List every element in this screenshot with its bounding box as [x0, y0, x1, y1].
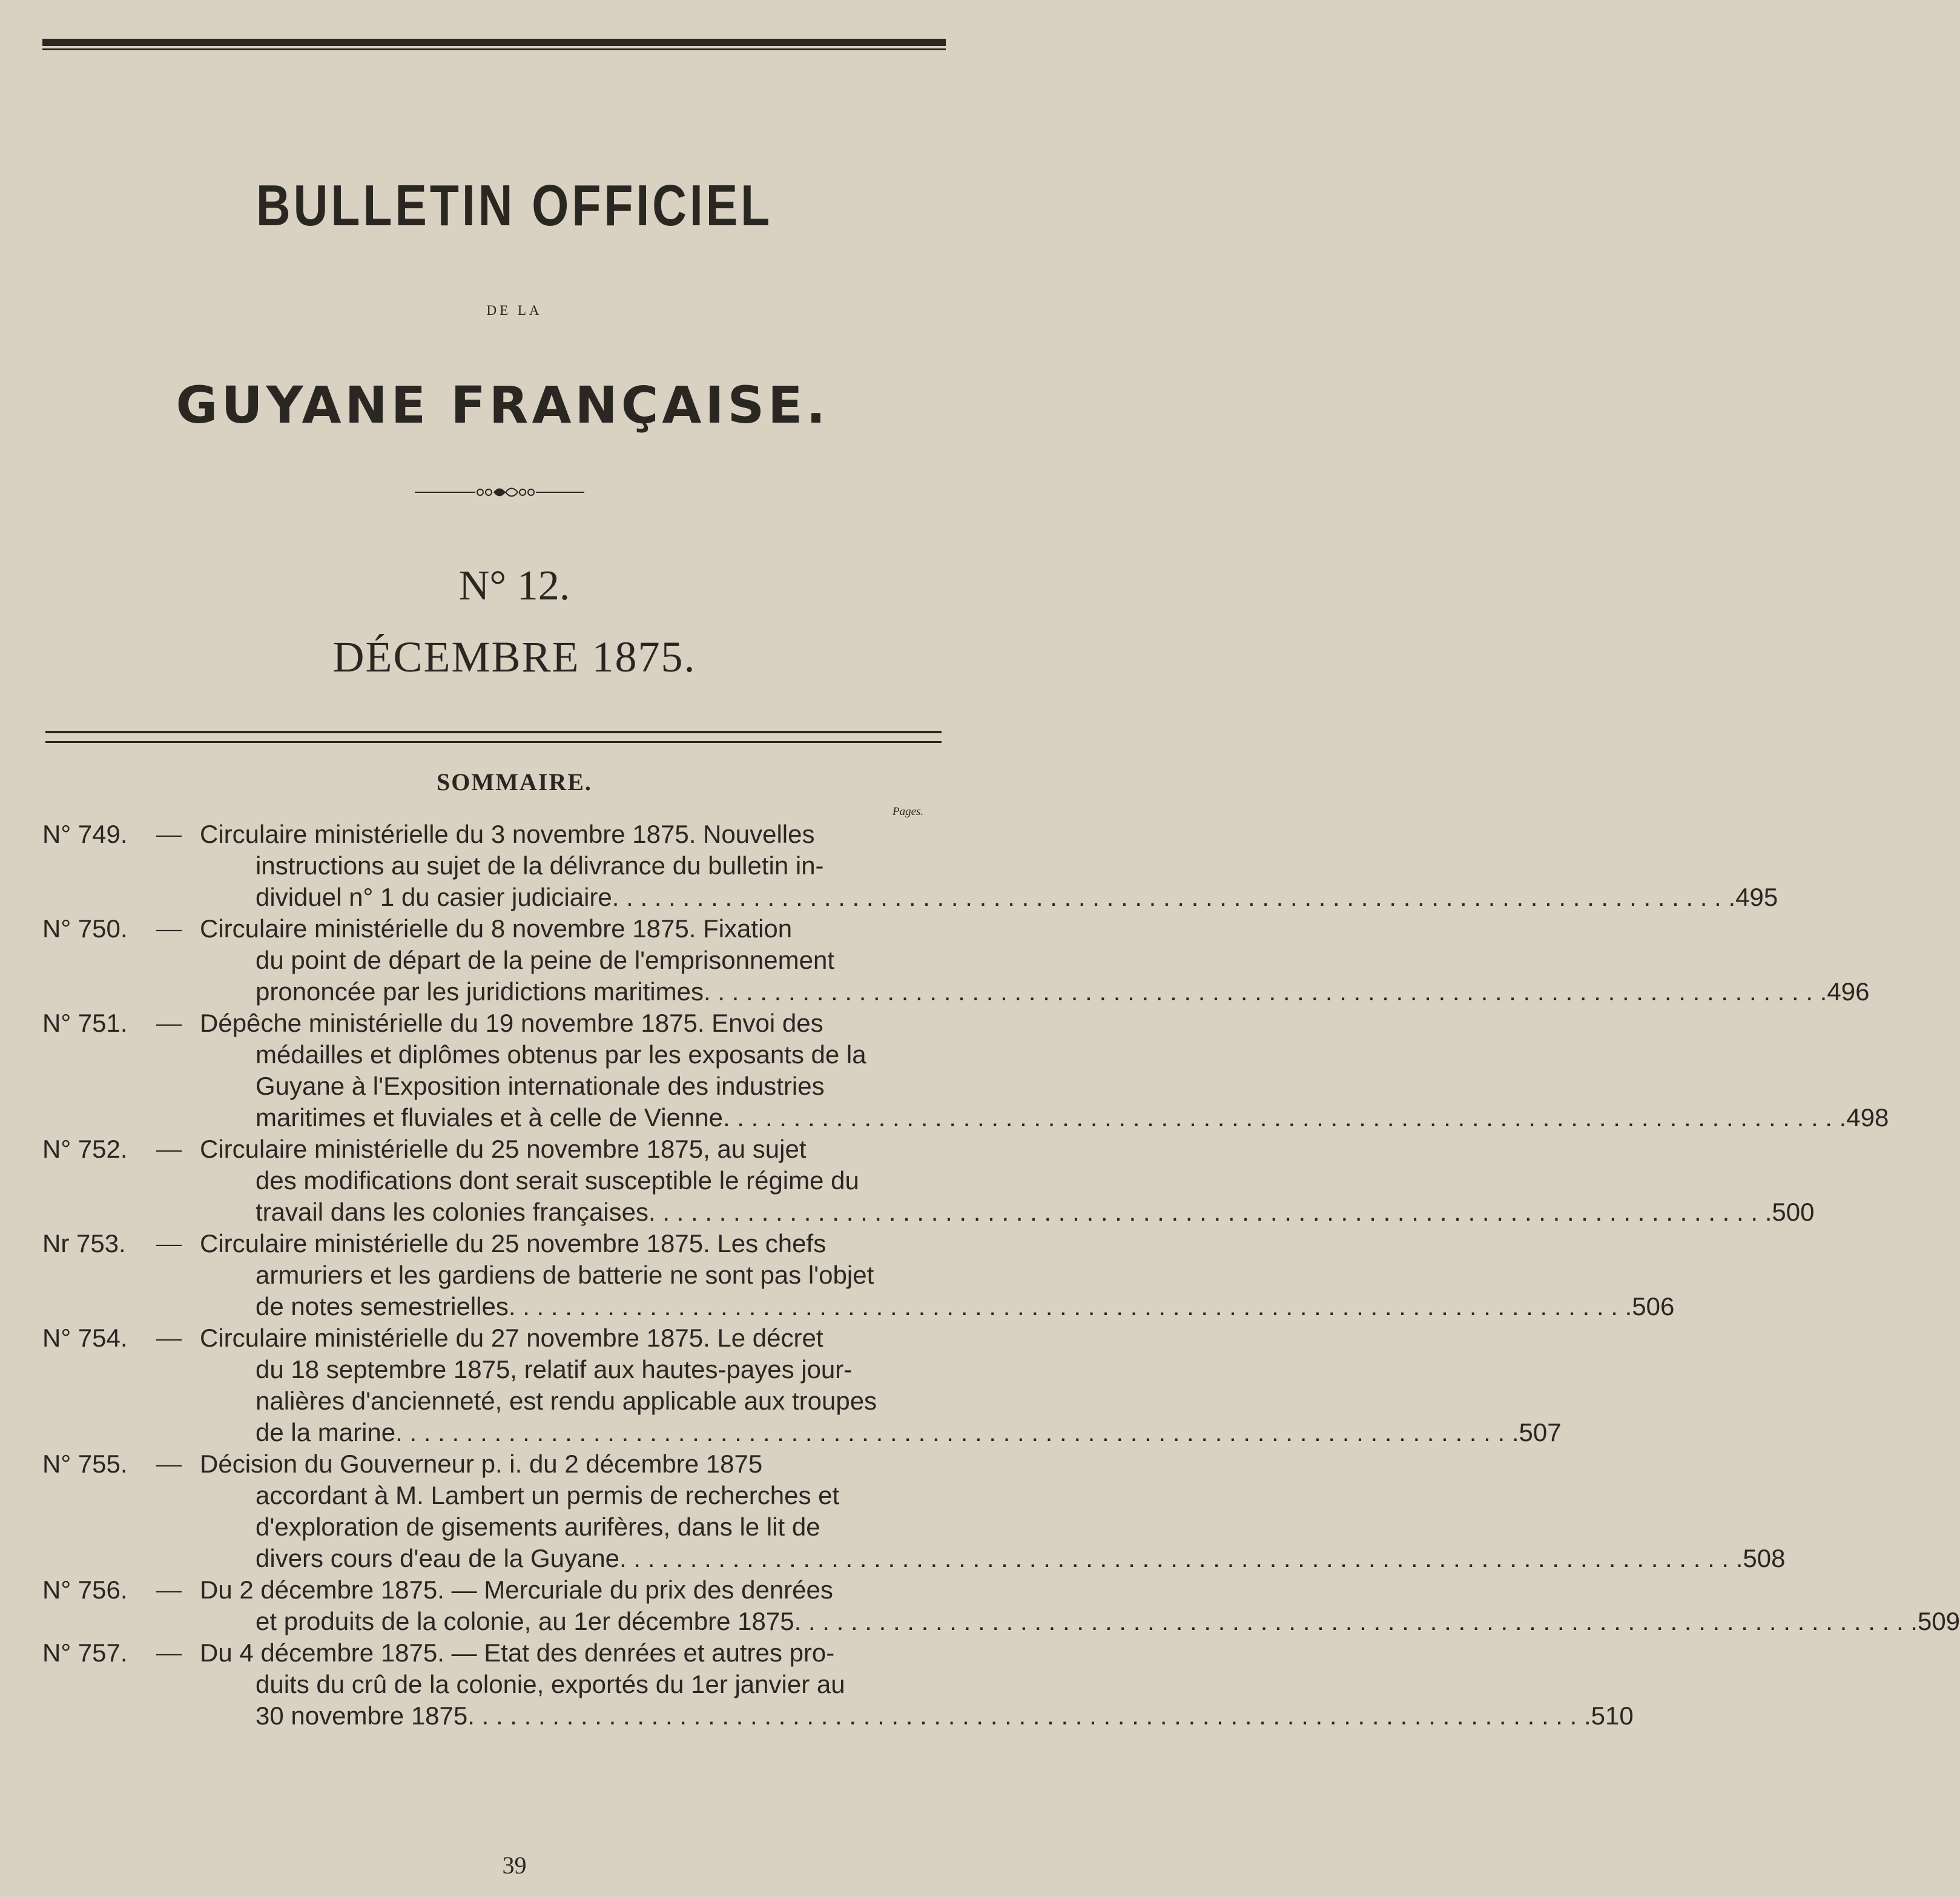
- entry-last-text: de notes semestrielles: [256, 1292, 509, 1321]
- entry-dash: —: [156, 1324, 182, 1352]
- top-rule-thick: [42, 39, 946, 46]
- bulletin-title: BULLETIN OFFICIEL: [256, 173, 773, 238]
- entry-number: N° 750.: [42, 914, 128, 943]
- toc-entry: [42, 1637, 1634, 1732]
- pages-column-label: Pages.: [893, 805, 924, 818]
- entry-line: du point de départ de la peine de l'emprisonnement: [256, 946, 835, 974]
- leader-dots: . . . . . . . . . . . . . . . . . . . . . . . . . . . . . . . . . . . . . . . . . . . . . . . . . . . . . . . . . . . . . . . . . . . . . . . . . . . . . . . .: [703, 977, 1827, 1006]
- leader-dots: . . . . . . . . . . . . . . . . . . . . . . . . . . . . . . . . . . . . . . . . . . . . . . . . . . . . . . . . . . . . . . . . . . . . . . . . . . . . . . . .: [612, 883, 1736, 911]
- toc-entry: [42, 1008, 1889, 1133]
- entry-line: d'exploration de gisements aurifères, dans le lit de: [256, 1513, 820, 1541]
- leader-dots: . . . . . . . . . . . . . . . . . . . . . . . . . . . . . . . . . . . . . . . . . . . . . . . . . . . . . . . . . . . . . . . . . . . . . . . . . . . . . . . .: [648, 1198, 1772, 1226]
- entry-page-number: 508: [1743, 1544, 1786, 1572]
- entry-dash: —: [156, 1450, 182, 1478]
- entry-line: Circulaire ministérielle du 27 novembre 1875. Le décret: [200, 1324, 823, 1352]
- entry-last-line: [200, 1102, 1889, 1133]
- toc-entry: [42, 1448, 1786, 1574]
- toc-entry: [42, 1322, 1562, 1448]
- entry-last-text: maritimes et fluviales et à celle de Vienne: [256, 1103, 723, 1132]
- entry-number: N° 749.: [42, 820, 128, 848]
- entry-number: N° 752.: [42, 1135, 128, 1163]
- section-rule-upper: [45, 731, 942, 733]
- entry-last-text: divers cours d'eau de la Guyane: [256, 1544, 620, 1572]
- entry-line: du 18 septembre 1875, relatif aux hautes-payes jour-: [256, 1355, 853, 1384]
- leader-dots: . . . . . . . . . . . . . . . . . . . . . . . . . . . . . . . . . . . . . . . . . . . . . . . . . . . . . . . . . . . . . . . . . . . . . . . . . . . . . . . .: [722, 1103, 1847, 1132]
- entry-number: N° 757.: [42, 1638, 128, 1667]
- leader-dots: . . . . . . . . . . . . . . . . . . . . . . . . . . . . . . . . . . . . . . . . . . . . . . . . . . . . . . . . . . . . . . . . . . . . . . . . . . . . . . . .: [467, 1701, 1591, 1730]
- entry-last-line: [200, 1543, 1786, 1574]
- entry-line: duits du crû de la colonie, exportés du 1er janvier au: [256, 1670, 845, 1698]
- leader-dots: . . . . . . . . . . . . . . . . . . . . . . . . . . . . . . . . . . . . . . . . . . . . . . . . . . . . . . . . . . . . . . . . . . . . . . . . . . . . . . . .: [619, 1544, 1743, 1572]
- entry-last-line: [200, 1606, 1960, 1637]
- entry-dash: —: [156, 820, 182, 848]
- entry-text: [200, 913, 1870, 1008]
- entry-last-line: [200, 1700, 1634, 1732]
- entry-last-text: et produits de la colonie, au 1er décembre 1875: [256, 1607, 794, 1635]
- toc-entry: [42, 913, 1870, 1008]
- entry-text: [200, 1228, 1675, 1322]
- entry-dash: —: [156, 1230, 182, 1258]
- entry-last-line: [200, 882, 1778, 913]
- entry-line: armuriers et les gardiens de batterie ne sont pas l'objet: [256, 1261, 874, 1289]
- toc-entry: [42, 1228, 1675, 1322]
- toc-entry: [42, 1574, 1960, 1637]
- entry-text: [200, 1008, 1889, 1133]
- entry-line: nalières d'ancienneté, est rendu applicable aux troupes: [256, 1387, 877, 1415]
- toc-entry: [42, 1133, 1815, 1228]
- entry-line: médailles et diplômes obtenus par les exposants de la: [256, 1040, 866, 1069]
- entry-last-text: prononcée par les juridictions maritimes: [256, 977, 704, 1006]
- section-rule-lower: [45, 741, 942, 743]
- table-of-contents: [42, 819, 1960, 1732]
- guyane-subtitle: GUYANE FRANÇAISE.: [176, 375, 830, 435]
- issue-date: DÉCEMBRE 1875.: [332, 633, 696, 681]
- entry-last-text: dividuel n° 1 du casier judiciaire: [256, 883, 612, 911]
- entry-text: [200, 1637, 1634, 1732]
- entry-text: [200, 1448, 1786, 1574]
- entry-page-number: 500: [1772, 1198, 1815, 1226]
- entry-number: N° 756.: [42, 1575, 128, 1604]
- entry-last-line: [200, 1291, 1675, 1322]
- entry-number: N° 755.: [42, 1450, 128, 1478]
- entry-line: Circulaire ministérielle du 8 novembre 1875. Fixation: [200, 914, 793, 943]
- entry-page-number: 506: [1632, 1292, 1675, 1321]
- entry-page-number: 495: [1735, 883, 1778, 911]
- toc-entry: [42, 819, 1778, 913]
- entry-number: N° 754.: [42, 1324, 128, 1352]
- entry-dash: —: [156, 1009, 182, 1037]
- entry-line: des modifications dont serait susceptible le régime du: [256, 1166, 859, 1195]
- entry-line: Décision du Gouverneur p. i. du 2 décembre 1875: [200, 1450, 763, 1478]
- issue-number: N° 12.: [458, 563, 570, 609]
- entry-line: instructions au sujet de la délivrance du bulletin in-: [256, 851, 824, 880]
- entry-last-text: de la marine: [256, 1418, 396, 1447]
- leader-dots: . . . . . . . . . . . . . . . . . . . . . . . . . . . . . . . . . . . . . . . . . . . . . . . . . . . . . . . . . . . . . . . . . . . . . . . . . . . . . . . .: [508, 1292, 1632, 1321]
- entry-line: Circulaire ministérielle du 3 novembre 1875. Nouvelles: [200, 820, 815, 848]
- entry-number: N° 751.: [42, 1009, 128, 1037]
- entry-dash: —: [156, 1576, 182, 1604]
- page-folio: 39: [502, 1852, 527, 1879]
- entry-dash: —: [156, 915, 182, 943]
- entry-line: Circulaire ministérielle du 25 novembre 1875. Les chefs: [200, 1229, 827, 1258]
- entry-text: [200, 1133, 1815, 1228]
- entry-page-number: 509: [1917, 1607, 1960, 1635]
- entry-dash: —: [156, 1639, 182, 1667]
- entry-page-number: 496: [1827, 977, 1870, 1006]
- leader-dots: . . . . . . . . . . . . . . . . . . . . . . . . . . . . . . . . . . . . . . . . . . . . . . . . . . . . . . . . . . . . . . . . . . . . . . . . . . . . . . . .: [395, 1418, 1519, 1447]
- entry-text: [200, 1574, 1960, 1637]
- entry-line: Guyane à l'Exposition internationale des industries: [256, 1072, 825, 1100]
- entry-page-number: 498: [1846, 1103, 1889, 1132]
- de-la-label: DE LA: [486, 303, 543, 318]
- entry-last-line: [200, 976, 1870, 1008]
- entry-line: Du 2 décembre 1875. — Mercuriale du prix des denrées: [200, 1575, 833, 1604]
- entry-page-number: 510: [1591, 1701, 1634, 1730]
- entry-text: [200, 1322, 1562, 1448]
- entry-number: Nr 753.: [42, 1229, 126, 1258]
- entry-last-line: [200, 1417, 1562, 1448]
- entry-text: [200, 819, 1778, 913]
- entry-last-line: [200, 1196, 1815, 1228]
- entry-line: Dépêche ministérielle du 19 novembre 1875. Envoi des: [200, 1009, 823, 1037]
- sommaire-heading: SOMMAIRE.: [437, 768, 592, 796]
- leader-dots: . . . . . . . . . . . . . . . . . . . . . . . . . . . . . . . . . . . . . . . . . . . . . . . . . . . . . . . . . . . . . . . . . . . . . . . . . . . . . . . .: [794, 1607, 1918, 1635]
- top-rule-thin: [42, 48, 946, 50]
- entry-line: Du 4 décembre 1875. — Etat des denrées et autres pro-: [200, 1638, 835, 1667]
- entry-line: accordant à M. Lambert un permis de recherches et: [256, 1481, 840, 1509]
- entry-page-number: 507: [1519, 1418, 1562, 1447]
- entry-last-text: travail dans les colonies françaises: [256, 1198, 648, 1226]
- entry-dash: —: [156, 1135, 182, 1163]
- entry-last-text: 30 novembre 1875: [256, 1701, 468, 1730]
- ornament-divider: [415, 483, 584, 501]
- entry-line: Circulaire ministérielle du 25 novembre 1875, au sujet: [200, 1135, 807, 1163]
